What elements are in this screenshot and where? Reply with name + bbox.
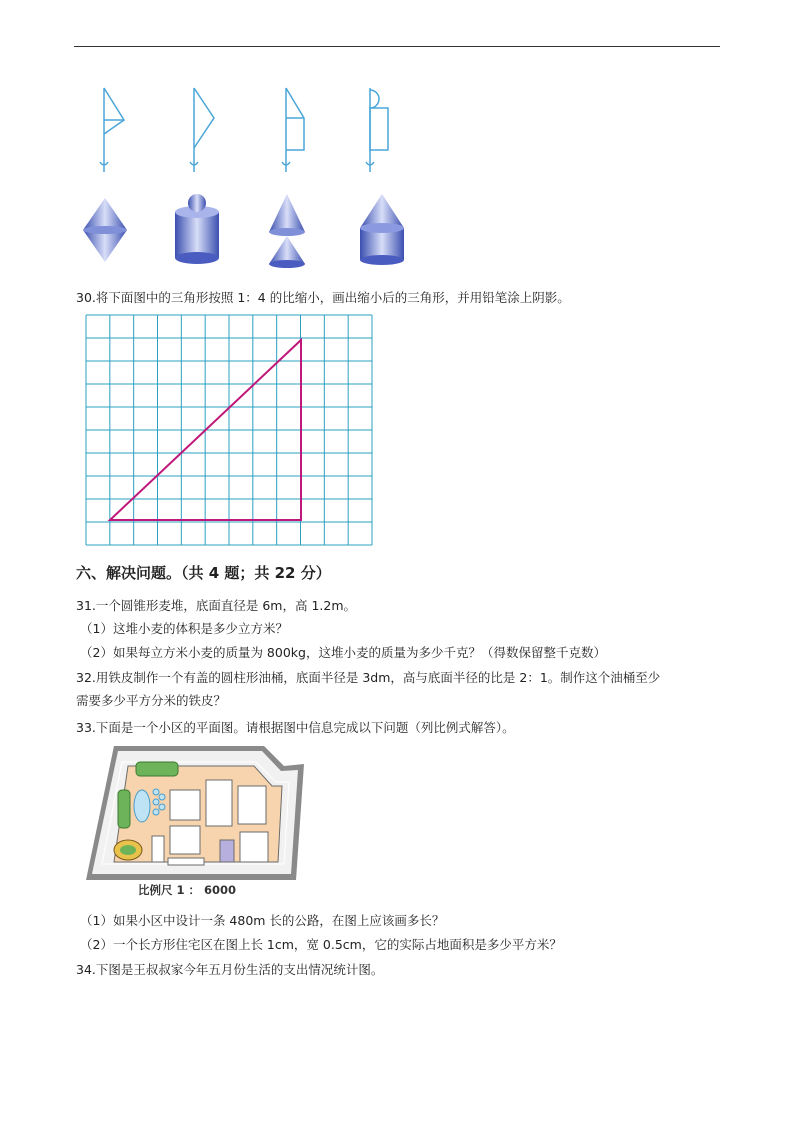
question-34: 34.下图是王叔叔家今年五月份生活的支出情况统计图。 [76,962,384,977]
triangle-grid [86,315,372,545]
cone-cylinder-solid [360,194,404,265]
question-32-line-1: 32.用铁皮制作一个有盖的圆柱形油桶，底面半径是 3dm，高与底面半径的比是 2：1。制作这个油桶至少 [76,670,661,685]
shape-outline-2 [190,88,214,172]
question-32-line-2: 需要多少平方分米的铁皮？ [76,693,227,708]
shape-outline-1 [100,88,124,172]
community-map [84,744,308,898]
question-31-part-2: （2）如果每立方米小麦的质量为 800kg，这堆小麦的质量为多少千克？（得数保留整千克数） [80,645,606,660]
map-scale-label: 比例尺 1 ： 6000 [138,883,237,897]
question-33: 33.下面是一个小区的平面图。请根据图中信息完成以下问题（列比例式解答）。 [76,720,515,735]
shape-outline-4 [366,88,388,172]
two-cones-solid [269,194,305,268]
shape-outline-3 [282,88,304,172]
solids-row [80,190,420,270]
rotation-shapes-row [90,82,410,177]
section-6-heading: 六、解决问题。（共 4 题；共 22 分） [76,564,331,582]
header-rule [74,46,720,47]
question-33-part-2: （2）一个长方形住宅区在图上长 1cm，宽 0.5cm，它的实际占地面积是多少平方米？ [80,937,562,952]
question-33-part-1: （1）如果小区中设计一条 480m 长的公路，在图上应该画多长？ [80,913,445,928]
question-30: 30.将下面图中的三角形按照 1：4 的比缩小，画出缩小后的三角形，并用铅笔涂上阴影。 [76,290,570,305]
question-31-part-1: （1）这堆小麦的体积是多少立方米？ [80,621,288,636]
question-31: 31.一个圆锥形麦堆，底面直径是 6m，高 1.2m。 [76,598,357,613]
cylinder-sphere-solid [175,194,219,264]
